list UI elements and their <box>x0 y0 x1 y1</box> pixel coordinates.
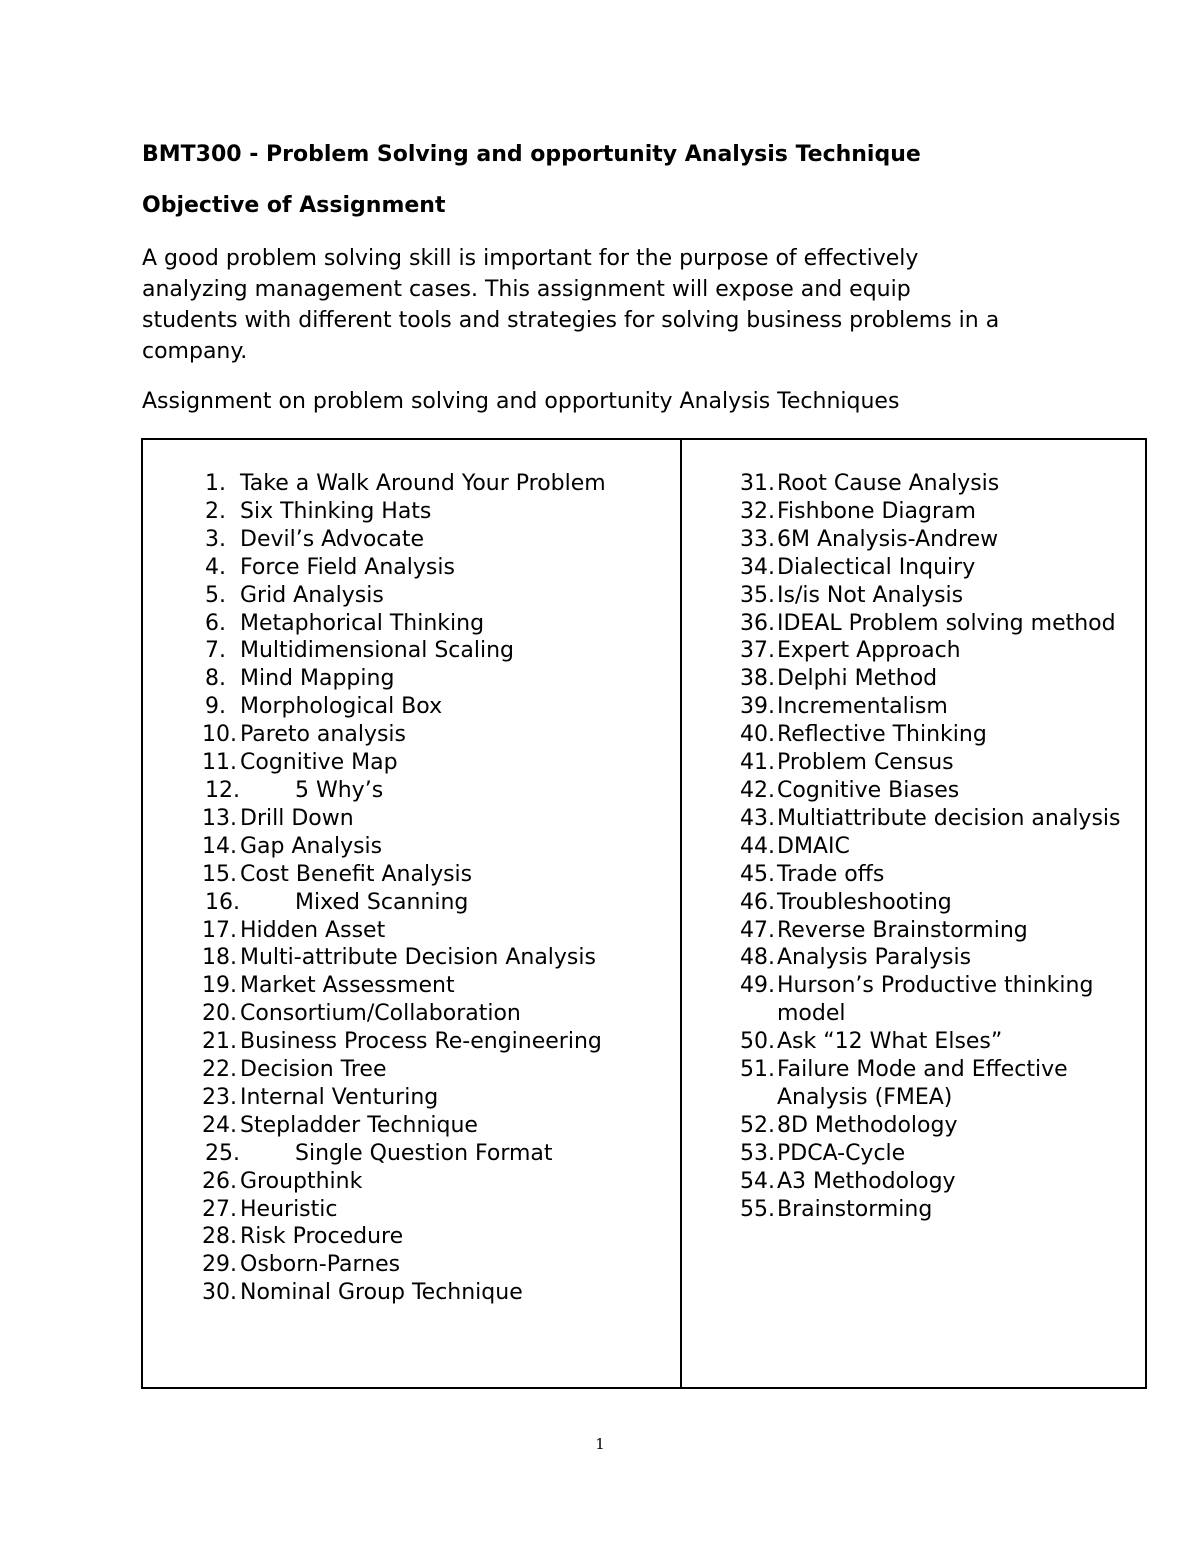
list-item-number: 47. <box>740 917 775 943</box>
list-item <box>202 917 674 945</box>
list-item <box>202 637 674 665</box>
list-item <box>202 498 674 526</box>
list-item-number: 35. <box>740 582 775 608</box>
list-item-number: 7. <box>205 638 226 664</box>
list-item-label: Hidden Asset <box>240 917 386 943</box>
page-number: 1 <box>595 1435 605 1453</box>
list-item-label: Decision Tree <box>240 1057 387 1083</box>
list-item-label: Trade offs <box>777 861 885 887</box>
list-item <box>202 526 674 554</box>
list-item-label: 5 Why’s <box>295 777 384 803</box>
list-item-number: 55. <box>740 1196 775 1222</box>
list-item <box>740 1140 1140 1168</box>
list-item-number: 40. <box>740 722 775 748</box>
list-item-number: 38. <box>740 666 775 692</box>
list-item-label: Cognitive Biases <box>777 777 960 803</box>
intro-line: company. <box>142 339 248 364</box>
list-item <box>740 861 1140 889</box>
list-item-label: A3 Methodology <box>777 1168 956 1194</box>
list-item-number: 53. <box>740 1140 775 1166</box>
list-item <box>202 972 674 1000</box>
list-item <box>202 554 674 582</box>
list-item-label: Osborn-Parnes <box>240 1252 401 1278</box>
list-item-label: Troubleshooting <box>777 889 952 915</box>
list-item <box>202 1251 674 1279</box>
list-item <box>202 1223 674 1251</box>
list-item-label: Market Assessment <box>240 973 455 999</box>
list-item-label: Reverse Brainstorming <box>777 917 1028 943</box>
list-item-label: Mind Mapping <box>240 666 395 692</box>
list-item-label: Consortium/Collaboration <box>240 1001 521 1027</box>
list-item-number: 15. <box>202 861 237 887</box>
list-item-number: 16. <box>205 889 240 915</box>
intro-line: students with different tools and strategies for solving business problems in a <box>142 308 1000 333</box>
objective-heading: Objective of Assignment <box>142 193 446 218</box>
list-item-number: 39. <box>740 694 775 720</box>
list-item-number: 52. <box>740 1112 775 1138</box>
list-item-number: 50. <box>740 1029 775 1055</box>
list-item <box>740 1112 1140 1140</box>
list-item <box>740 944 1140 972</box>
list-item <box>202 582 674 610</box>
list-item-number: 24. <box>202 1112 237 1138</box>
list-item-number: 6. <box>205 610 226 636</box>
list-item-number: 41. <box>740 750 775 776</box>
list-item <box>740 582 1140 610</box>
list-item-number: 11. <box>202 750 237 776</box>
list-item <box>202 1028 674 1056</box>
list-item-number: 31. <box>740 471 775 496</box>
list-item-label: DMAIC <box>777 833 850 859</box>
list-item-number: 49. <box>740 973 775 999</box>
list-item-label: Incrementalism <box>777 694 948 720</box>
list-item <box>740 777 1140 805</box>
list-item <box>740 498 1140 526</box>
list-item-number: 36. <box>740 610 775 636</box>
list-item-number: 28. <box>202 1224 237 1250</box>
document-title: BMT300 - Problem Solving and opportunity Analysis Technique <box>142 142 921 167</box>
list-item-number: 3. <box>205 526 226 552</box>
list-item-number: 21. <box>202 1029 237 1055</box>
list-item-label: Pareto analysis <box>240 722 407 748</box>
intro-line: A good problem solving skill is important for the purpose of effectively <box>142 246 919 271</box>
list-item <box>202 944 674 972</box>
list-item-label: Morphological Box <box>240 694 443 720</box>
list-item-number: 51. <box>740 1057 775 1083</box>
list-item <box>740 805 1140 833</box>
list-item <box>740 693 1140 721</box>
list-item-label: Take a Walk Around Your Problem <box>240 471 606 496</box>
techniques-right-column <box>740 470 1140 1223</box>
list-item <box>740 526 1140 554</box>
list-item <box>202 610 674 638</box>
list-item-number: 37. <box>740 638 775 664</box>
list-item-number: 26. <box>202 1168 237 1194</box>
list-item-number: 5. <box>205 582 226 608</box>
list-item <box>202 1140 674 1168</box>
list-item <box>740 665 1140 693</box>
list-item <box>740 889 1140 917</box>
list-item-label: Problem Census <box>777 750 954 776</box>
list-item-label: Business Process Re-engineering <box>240 1029 602 1055</box>
list-item-number: 44. <box>740 833 775 859</box>
list-item <box>202 665 674 693</box>
list-item <box>202 749 674 777</box>
list-item <box>202 1112 674 1140</box>
list-item <box>202 777 674 805</box>
list-item-number: 9. <box>205 694 226 720</box>
list-item <box>202 1056 674 1084</box>
list-item-label: Single Question Format <box>295 1140 553 1166</box>
list-item-label: PDCA-Cycle <box>777 1140 906 1166</box>
list-item-label: Drill Down <box>240 805 354 831</box>
list-item-label: Cognitive Map <box>240 750 398 776</box>
list-item-label: Ask “12 What Elses” <box>777 1029 1003 1055</box>
column-divider <box>680 440 682 1387</box>
list-item-number: 48. <box>740 945 775 971</box>
list-item-label: Expert Approach <box>777 638 961 664</box>
list-item <box>740 1056 1140 1112</box>
list-item-number: 20. <box>202 1001 237 1027</box>
list-item-label: Risk Procedure <box>240 1224 404 1250</box>
list-item <box>740 917 1140 945</box>
list-item <box>740 1168 1140 1196</box>
list-item <box>202 889 674 917</box>
list-item-label: Multiattribute decision analysis <box>777 805 1121 831</box>
list-item-number: 54. <box>740 1168 775 1194</box>
techniques-left-column <box>202 470 674 1307</box>
list-item-label: Cost Benefit Analysis <box>240 861 473 887</box>
list-item-number: 42. <box>740 777 775 803</box>
list-item-number: 4. <box>205 554 226 580</box>
list-item-number: 22. <box>202 1057 237 1083</box>
list-item <box>740 1196 1140 1224</box>
list-item-label: IDEAL Problem solving method <box>777 610 1116 636</box>
list-item <box>740 1028 1140 1056</box>
list-item-number: 33. <box>740 526 775 552</box>
list-item-label: Reflective Thinking <box>777 722 987 748</box>
list-item-number: 2. <box>205 498 226 524</box>
list-item <box>740 610 1140 638</box>
list-item <box>202 1279 674 1307</box>
list-item-number: 23. <box>202 1084 237 1110</box>
list-item-number: 13. <box>202 805 237 831</box>
list-item-number: 18. <box>202 945 237 971</box>
list-item-number: 29. <box>202 1252 237 1278</box>
intro-paragraph <box>142 243 1082 367</box>
list-item-number: 30. <box>202 1280 237 1306</box>
list-item-label: Grid Analysis <box>240 582 384 608</box>
list-item <box>740 833 1140 861</box>
list-item <box>740 749 1140 777</box>
list-item-number: 10. <box>202 722 237 748</box>
list-item-label: Multidimensional Scaling <box>240 638 515 664</box>
list-item-label: Analysis Paralysis <box>777 945 972 971</box>
list-item-number: 25. <box>205 1140 240 1166</box>
list-item <box>202 721 674 749</box>
list-item <box>202 693 674 721</box>
list-item-number: 8. <box>205 666 226 692</box>
list-item-number: 14. <box>202 833 237 859</box>
list-item-number: 43. <box>740 805 775 831</box>
list-item-label: Six Thinking Hats <box>240 498 432 524</box>
list-item-label: Root Cause Analysis <box>777 471 1000 496</box>
list-item <box>202 833 674 861</box>
list-heading: Assignment on problem solving and opportunity Analysis Techniques <box>142 389 900 414</box>
list-item-label: Stepladder Technique <box>240 1112 478 1138</box>
list-item <box>202 1084 674 1112</box>
list-item-label: Metaphorical Thinking <box>240 610 485 636</box>
list-item-label: 6M Analysis-Andrew <box>777 526 999 552</box>
list-item <box>740 470 1140 498</box>
list-item-number: 27. <box>202 1196 237 1222</box>
list-item-label: Heuristic <box>240 1196 338 1222</box>
list-item-label: Is/is Not Analysis <box>777 582 964 608</box>
list-item-label: Hurson’s Productive thinking model <box>777 973 1094 1027</box>
techniques-table <box>141 438 1147 1389</box>
list-item-label: Mixed Scanning <box>295 889 469 915</box>
list-item <box>740 637 1140 665</box>
list-item-label: Fishbone Diagram <box>777 498 976 524</box>
list-item <box>202 1196 674 1224</box>
list-item <box>740 721 1140 749</box>
list-item-label: Nominal Group Technique <box>240 1280 523 1306</box>
list-item-label: Multi-attribute Decision Analysis <box>240 945 596 971</box>
list-item-number: 45. <box>740 861 775 887</box>
list-item <box>740 972 1140 1028</box>
list-item <box>202 1168 674 1196</box>
list-item-label: Gap Analysis <box>240 833 383 859</box>
list-item-label: 8D Methodology <box>777 1112 958 1138</box>
list-item <box>202 1000 674 1028</box>
list-item-number: 17. <box>202 917 237 943</box>
list-item-label: Brainstorming <box>777 1196 933 1222</box>
list-item-number: 12. <box>205 777 240 803</box>
list-item-label: Devil’s Advocate <box>240 526 425 552</box>
list-item <box>202 861 674 889</box>
list-item-label: Internal Venturing <box>240 1084 439 1110</box>
list-item-label: Groupthink <box>240 1168 363 1194</box>
list-item-label: Failure Mode and Effective Analysis (FMEA) <box>777 1057 1068 1110</box>
list-item-label: Force Field Analysis <box>240 554 455 580</box>
list-item-number: 34. <box>740 554 775 580</box>
list-item <box>740 554 1140 582</box>
list-item <box>202 805 674 833</box>
intro-line: analyzing management cases. This assignment will expose and equip <box>142 277 911 302</box>
list-item-number: 19. <box>202 973 237 999</box>
list-item-number: 1. <box>205 471 226 496</box>
list-item-number: 32. <box>740 498 775 524</box>
list-item-label: Dialectical Inquiry <box>777 554 976 580</box>
list-item-label: Delphi Method <box>777 666 938 692</box>
list-item <box>202 470 674 498</box>
list-item-number: 46. <box>740 889 775 915</box>
